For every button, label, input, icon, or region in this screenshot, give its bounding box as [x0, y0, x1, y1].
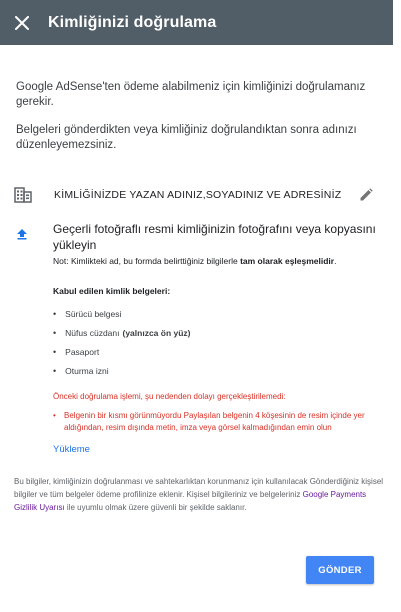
error-title: Önceki doğrulama işlemi, şu nedenden dolayı gerçekleştirilemedi:: [53, 392, 286, 401]
intro-paragraph-name-lock: Belgeleri gönderdikten veya kimliğiniz doğrulandıktan sonra adınızı düzenleyemezsiniz.: [16, 124, 357, 151]
accepted-documents-list: [53, 304, 388, 380]
dialog-header: [0, 0, 393, 45]
submit-button[interactable]: GÖNDER: [306, 556, 374, 584]
building-icon: [14, 187, 32, 203]
upload-note-prefix: Not: Kimlikteki ad, bu formda belirttiğiniz bilgilerle: [53, 256, 241, 266]
dialog-title: Kimliğinizi doğrulama: [48, 13, 217, 31]
document-label: • Oturma izni: [65, 365, 109, 376]
list-item: [53, 323, 388, 342]
footer-text-before: Bu bilgiler, kimliğinizin doğrulanması ve sahtekarlıktan korunmanız için kullanılacak Gönderdiğiniz kişisel bilgiler ve tüm belgeler ödeme profilinize eklenir. Kişisel bilgileriniz ve belgeleriniz: [14, 477, 384, 499]
name-field-value: KİMLİĞİNİZDE YAZAN ADINIZ,SOYADINIZ VE ADRESİNİZ: [54, 189, 342, 201]
close-icon: [15, 16, 29, 30]
list-item: [53, 304, 388, 323]
error-reason: • Belgenin bir kısmı görünmüyordu Paylaşılan belgenin 4 köşesinin de resim içinde yer aldığından, resim dışında metin, imza veya görsel kalmadığından emin olun: [53, 410, 388, 434]
upload-link[interactable]: Yükleme: [53, 444, 90, 455]
upload-title: Geçerli fotoğraflı resmi kimliğinizin fotoğrafını veya kopyasını yükleyin: [53, 222, 376, 252]
list-item: [53, 361, 388, 380]
accepted-documents-title: Kabul edilen kimlik belgeleri:: [53, 286, 171, 296]
upload-note-suffix: .: [334, 256, 337, 266]
privacy-notice-link[interactable]: Google Payments Gizlilik Uyarısı: [14, 490, 367, 512]
upload-section: [53, 221, 388, 457]
intro-paragraph-payment: Google AdSense'ten ödeme alabilmeniz için kimliğinizi doğrulamanız gerekir.: [16, 81, 366, 108]
pencil-icon: [359, 188, 373, 202]
document-label: • Nüfus cüzdanı: [65, 327, 120, 338]
privacy-footer: [14, 475, 386, 514]
list-item: [53, 342, 388, 361]
document-qualifier: (yalnızca ön yüz): [122, 327, 191, 338]
upload-note: [53, 256, 388, 266]
footer-text-after: ile uyumlu olmak üzere güvenli bir şekilde saklanır.: [64, 503, 247, 512]
name-field-row: [14, 182, 376, 208]
document-label: • Sürücü belgesi: [65, 308, 122, 319]
close-button[interactable]: [10, 11, 34, 35]
intro-text: [16, 80, 388, 166]
upload-note-emphasis: tam olarak eşleşmelidir: [240, 256, 335, 266]
document-label: • Pasaport: [65, 346, 100, 357]
edit-name-button[interactable]: [356, 185, 376, 205]
upload-icon: [16, 228, 28, 240]
